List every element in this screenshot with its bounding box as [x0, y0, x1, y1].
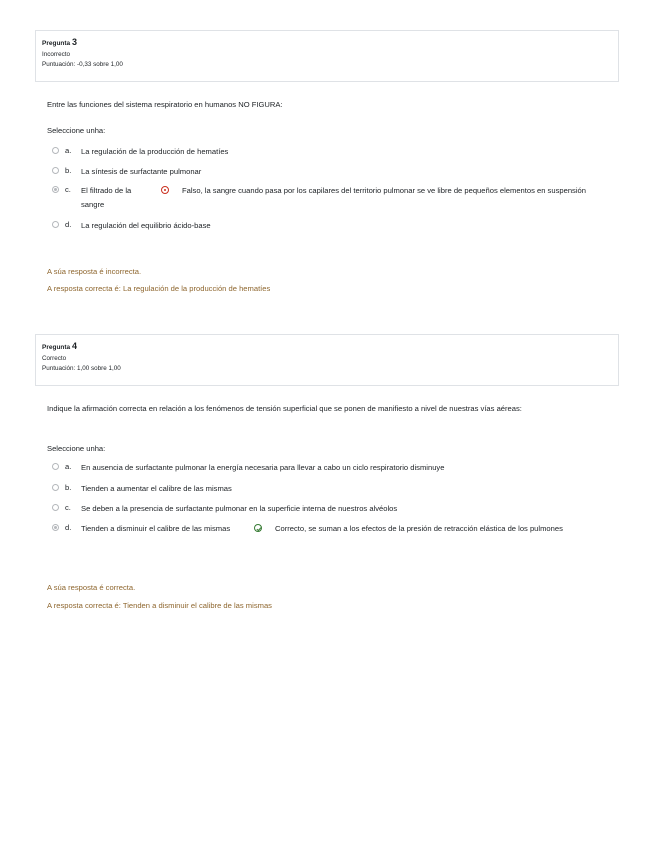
answer-option-a[interactable] — [52, 145, 625, 159]
question-score: Puntuación: -0,33 sobre 1,00 — [42, 61, 123, 68]
answer-option-c[interactable] — [52, 184, 625, 212]
radio-button-selected[interactable] — [52, 186, 59, 193]
radio-button-selected[interactable] — [52, 524, 59, 531]
question-state: Correcto — [42, 355, 67, 362]
answer-option-d[interactable] — [52, 219, 625, 233]
question-score: Puntuación: 1,00 sobre 1,00 — [42, 365, 121, 372]
option-text: La síntesis de surfactante pulmonar — [81, 167, 202, 176]
answer-option-a[interactable] — [52, 461, 625, 475]
check-mark-icon — [255, 525, 263, 533]
question-4-prompt: Seleccione unha: — [47, 444, 106, 453]
question-label: Pregunta — [42, 40, 71, 47]
radio-button[interactable] — [52, 463, 59, 470]
option-letter: b. — [65, 483, 72, 492]
question-label: Pregunta — [42, 344, 71, 351]
option-letter: a. — [65, 146, 72, 155]
question-3-info — [35, 30, 619, 82]
option-text: La regulación del equilibrio ácido-base — [81, 221, 211, 230]
radio-button[interactable] — [52, 147, 59, 154]
option-text: Tienden a aumentar el calibre de las mismas — [81, 484, 232, 493]
question-3-prompt: Seleccione unha: — [47, 126, 106, 135]
answer-option-c[interactable] — [52, 502, 625, 516]
question-3-result: A súa resposta é incorrecta. — [47, 267, 142, 276]
option-text: Se deben a la presencia de surfactante pulmonar en la superficie interna de nuestros alvéolos — [81, 504, 398, 513]
option-letter: c. — [65, 503, 71, 512]
option-feedback: Falso, la sangre cuando pasa por los capilares del territorio pulmonar se ve libre de pequeños elementos en suspensión — [182, 186, 586, 195]
radio-button[interactable] — [52, 167, 59, 174]
question-3-title — [42, 36, 612, 50]
option-text: Tienden a disminuir el calibre de las mismas — [81, 524, 231, 533]
option-letter: b. — [65, 166, 72, 175]
option-text: El filtrado de la sangre — [81, 186, 132, 209]
answer-option-b[interactable] — [52, 165, 625, 179]
answer-option-b[interactable] — [52, 482, 625, 496]
option-text: En ausencia de surfactante pulmonar la energía necesaria para llevar a cabo un ciclo respiratorio disminuye — [81, 463, 445, 472]
question-4-result: A súa resposta é correcta. — [47, 583, 136, 592]
option-feedback: Correcto, se suman a los efectos de la presión de retracción elástica de los pulmones — [275, 524, 563, 533]
question-3-correct-answer: A resposta correcta é: La regulación de la producción de hematíes — [47, 284, 271, 293]
option-letter: c. — [65, 185, 71, 194]
option-letter: a. — [65, 462, 72, 471]
question-4-correct-answer: A resposta correcta é: Tienden a disminuir el calibre de las mismas — [47, 601, 272, 610]
question-4-text: Indique la afirmación correcta en relación a los fenómenos de tensión superficial que se ponen de manifiesto a nivel de nuestras vías aéreas: — [47, 404, 522, 413]
answer-option-d[interactable] — [52, 522, 625, 550]
question-state: Incorrecto — [42, 51, 70, 58]
question-number: 3 — [71, 37, 77, 47]
radio-button[interactable] — [52, 484, 59, 491]
radio-button[interactable] — [52, 221, 59, 228]
question-3-text: Entre las funciones del sistema respiratorio en humanos NO FIGURA: — [47, 100, 283, 109]
check-circle-icon — [254, 524, 262, 532]
option-letter: d. — [65, 523, 72, 532]
option-letter: d. — [65, 220, 72, 229]
question-number: 4 — [71, 341, 77, 351]
question-4-info — [35, 334, 619, 386]
option-text: La regulación de la producción de hematíes — [81, 147, 229, 156]
question-4-title — [42, 340, 612, 354]
incorrect-circle-icon — [161, 186, 169, 194]
radio-button[interactable] — [52, 504, 59, 511]
